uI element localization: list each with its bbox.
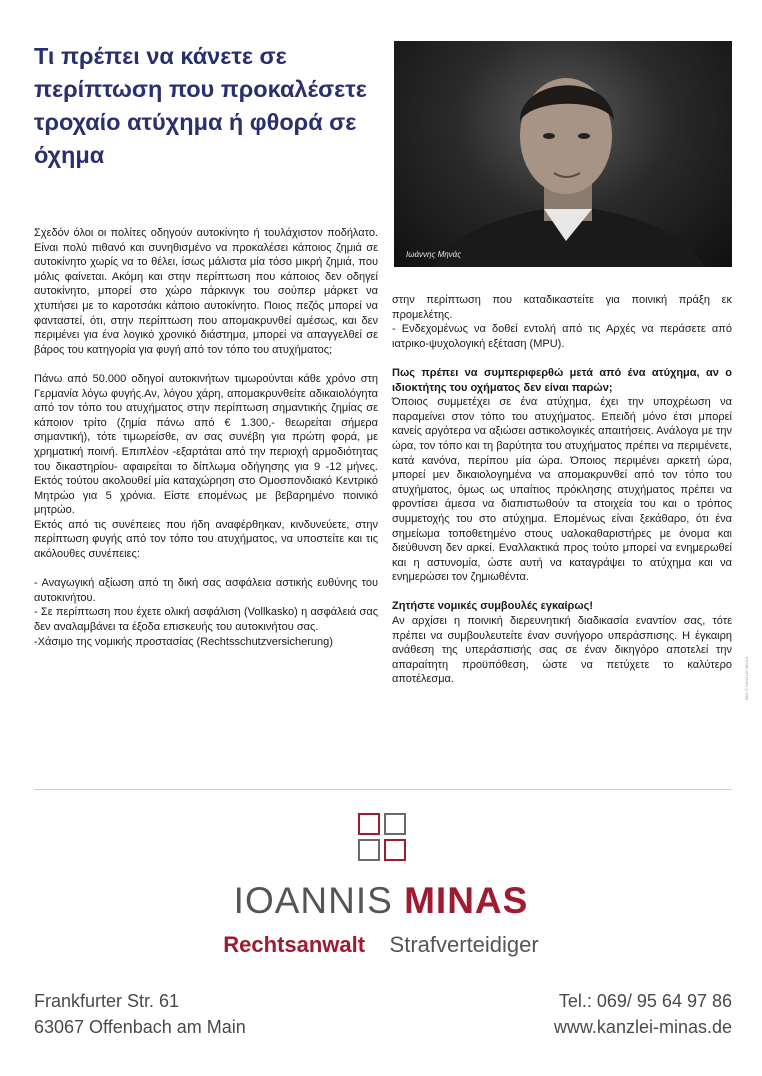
paragraph-continuation: στην περίπτωση που καταδικαστείτε για ποινική πράξη εκ προμελέτης. bbox=[392, 294, 732, 321]
footer-address bbox=[34, 988, 246, 1040]
footer-divider bbox=[34, 789, 732, 790]
address-street: Frankfurter Str. 61 bbox=[34, 991, 180, 1011]
brand-profession: Rechtsanwalt bbox=[223, 932, 366, 957]
image-credit: Bild: © KANZLEI MINAS bbox=[744, 656, 749, 700]
brand-name-first: IOANNIS bbox=[233, 880, 393, 921]
list-item: - Σε περίπτωση που έχετε ολική ασφάλιση (Vollkasko) η ασφάλειά σας δεν αναλαμβάνει τα έξοδα επισκευής του αυτοκινήτου σας. bbox=[34, 606, 378, 634]
right-column bbox=[392, 293, 732, 702]
portrait-photo bbox=[394, 41, 732, 267]
brand-name bbox=[0, 880, 762, 922]
brand-specialty: Strafverteidiger bbox=[389, 932, 539, 957]
contact-website[interactable]: www.kanzlei-minas.de bbox=[553, 1017, 732, 1037]
paragraph-conduct: Όποιος συμμετέχει σε ένα ατύχημα, έχει την υποχρέωση να παραμείνει στον τόπο του ατυχήματος. Επειδή μόνο έτσι μπορεί κανείς αργότερα να αξιώσει αστικολογικές απαιτήσεις. Ανάλογα με την ώρα, τον τόπο και τη βαρύτητα του ατυχήματος πρέπει να περιμένετε, κατά κανόνα, περίπου μία ώρα. Όποιος περιμένει αρκετή ώρα, μπορεί μεν δικαιολογημένα να απομακρυνθεί από τον τόπο του ατυχήματος, όμως ως υπαίτιος πρόκλησης ατυχήματος πρέπει να φροντίσει άμεσα να διαπιστωθούν τα στοιχεία του και ο τρόπος συμμετοχής του στο ατύχημα. Επομένως είναι ξεκάθαρο, ότι ένα σημείωμα τοποθετημένο στους υαλοκαθαριστήρες με όνομα και διεύθυνση δεν αρκεί. Εναλλακτικά προς τούτο μπορεί να ενημερωθεί και η αστυνομία, ώστε αυτή να καταγράψει το ατύχημα και να ενημερώσει τον ζημιωθέντα. bbox=[392, 396, 732, 584]
portrait-illustration bbox=[394, 41, 732, 267]
paragraph-statistics: Πάνω από 50.000 οδηγοί αυτοκινήτων τιμωρούνται κάθε χρόνο στη Γερμανία λόγω φυγής.Αν, λόγου χάρη, απομακρυνθείτε αδικαιολόγητα από τον τόπο του ατυχήματος στην περίπτωση σημαντικής ζημίας σε κάποιον τρίτο (ζημία πάνω από € 1.300,- θεωρείται σήμερα σημαντική), τότε τιμωρείσθε, αν σας συνέβη για πρώτη φορά, με χρηματική ποινή. Επιπλέον -εξαρτάται από την περιοχή αρμοδιότητας του δικαστηρίου- αφαιρείται το δίπλωμα οδήγησης για 9 -12 μήνες. Εκτός τούτου ακολουθεί μία καταχώρηση στο Ομοσπονδιακό Κεντρικό Μητρώο για 5 χρόνια. Είστε επομένως με βεβαρημένο ποινικό μητρώο. bbox=[34, 372, 378, 517]
logo-squares-icon bbox=[358, 813, 406, 861]
address-city: 63067 Offenbach am Main bbox=[34, 1017, 246, 1037]
contact-phone[interactable]: Tel.: 069/ 95 64 97 86 bbox=[558, 991, 732, 1011]
article-title: Τι πρέπει να κάνετε σε περίπτωση που προκαλέσετε τροχαίο ατύχημα ή φθορά σε όχημα bbox=[34, 43, 367, 168]
paragraph-intro: Σχεδόν όλοι οι πολίτες οδηγούν αυτοκίνητο ή τουλάχιστον ποδήλατο. Είναι πολύ πιθανό και συνηθισμένο να προκαλέσει κάποιος ζημιά σε αυτοκίνητο χωρίς να το θέλει, ίσως μάλιστα μία τόσο μικρή ζημιά, που μόλις φαίνεται. Ακόμη και στην περίπτωση που κάποιος δεν οδηγεί αυτοκίνητο, μπορεί στο χώρο πάρκινγκ του σούπερ μάρκετ να χτυπήσει με το καροτσάκι κάποιο αυτοκίνητο. Ποιος πεζός μπορεί να φανταστεί, ότι, στην περίπτωση που απομακρυνθεί αμέσως, και δεν περιμένει για ένα λογικό χρονικό διάστημα, μπορεί να απαγγελθεί σε βάρος του κατηγορία για φυγή από τον τόπο του ατυχήματος; bbox=[34, 227, 378, 356]
footer-contact bbox=[554, 988, 732, 1040]
brand-subtitle bbox=[0, 932, 762, 958]
brand-name-last: MINAS bbox=[404, 880, 529, 921]
list-item: - Ενδεχομένως να δοθεί εντολή από τις Αρχές να περάσετε από ιατρικο-ψυχολογική εξέταση (MPU). bbox=[392, 323, 732, 350]
paragraph-consequences: Εκτός από τις συνέπειες που ήδη αναφέρθηκαν, κινδυνεύετε, στην περίπτωση φυγής από τον τόπο του ατυχήματος, να υποστείτε και τις ακόλουθες συνέπειες: bbox=[34, 518, 378, 561]
section-heading-legal-advice: Ζητήστε νομικές συμβουλές εγκαίρως! bbox=[392, 600, 594, 613]
paragraph-legal-advice: Αν αρχίσει η ποινική διερευνητική διαδικασία εναντίον σας, τότε πρέπει να συμβουλευτείτε έναν συνήγορο υπεράσπισης. Η έγκαιρη ανάθεση της υπεράσπισής σας σε έναν δικηγόρο αποτελεί την απαραίτητη προϋπόθεση, ώστε να πετύχετε το καλύτερο αποτέλεσμα. bbox=[392, 615, 732, 686]
list-item: - Αναγωγική αξίωση από τη δική σας ασφάλεια αστικής ευθύνης του αυτοκινήτου. bbox=[34, 577, 378, 604]
photo-caption: Ιωάννης Μηνάς bbox=[406, 250, 462, 259]
left-column bbox=[34, 226, 378, 649]
list-item: -Χάσιμο της νομικής προστασίας (Rechtsschutzversicherung) bbox=[34, 635, 333, 648]
section-heading-conduct: Πως πρέπει να συμπεριφερθώ μετά από ένα ατύχημα, αν ο ιδιοκτήτης του οχήματος δεν είναι παρών; bbox=[392, 366, 732, 394]
